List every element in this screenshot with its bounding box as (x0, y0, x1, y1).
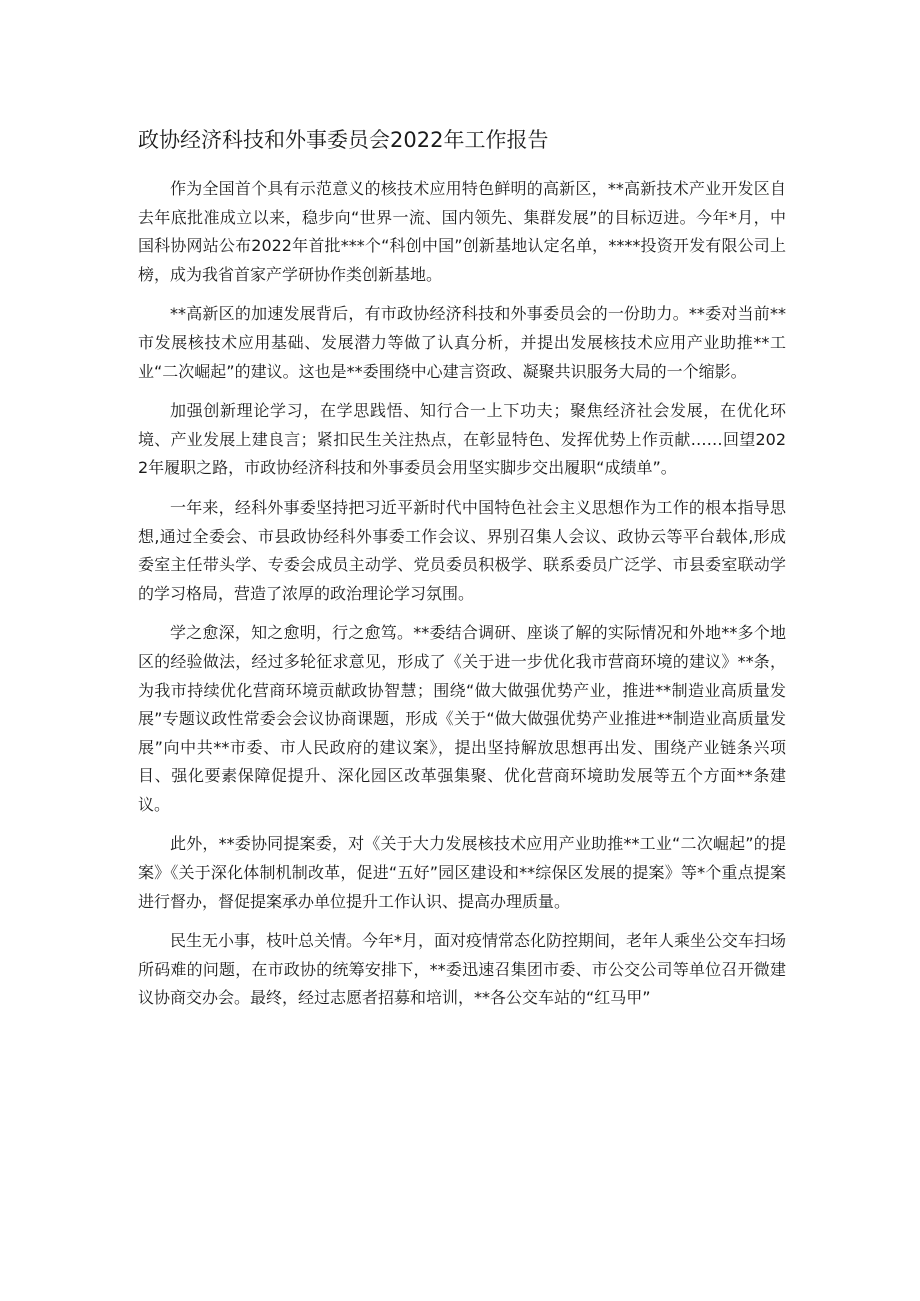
paragraph: 此外，**委协同提案委，对《关于大力发展核技术应用产业助推**工业“二次崛起”的提案》《关于深化体制机制改革，促进“五好”园区建设和**综保区发展的提案》等*个重点提案进行督办，督促提案承办单位提升工作认识、提高办理质量。 (138, 834, 786, 911)
paragraph: 民生无小事，枝叶总关情。今年*月，面对疫情常态化防控期间，老年人乘坐公交车扫场所码难的问题，在市政协的统筹安排下，**委迅速召集团市委、市公交公司等单位召开微建议协商交办会。最终，经过志愿者招募和培训，**各公交车站的“红马甲” (138, 931, 787, 1008)
paragraph: 学之愈深，知之愈明，行之愈笃。**委结合调研、座谈了解的实际情况和外地**多个地区的经验做法，经过多轮征求意见，形成了《关于进一步优化我市营商环境的建议》**条，为我市持续优化营商环境贡献政协智慧；围绕“做大做强优势产业，推进**制造业高质量发展”专题议政性常委会会议协商课题，形成《关于“做大做强优势产业推进**制造业高质量发展”向中共**市委、市人民政府的建议案》，提出坚持解放思想再出发、围绕产业链条兴项目、强化要素保障促提升、深化园区改革强集聚、优化营商环境助发展等五个方面**条建议。 (138, 623, 786, 814)
paragraph: **高新区的加速发展背后，有市政协经济科技和外事委员会的一份助力。**委对当前**市发展核技术应用基础、发展潜力等做了认真分析，并提出发展核技术应用产业助推**工业“二次崛起”的建议。这也是**委围绕中心建言资政、凝聚共识服务大局的一个缩影。 (138, 304, 786, 381)
paragraph: 作为全国首个具有示范意义的核技术应用特色鲜明的高新区，**高新技术产业开发区自去年底批准成立以来，稳步向“世界一流、国内领先、集群发展”的目标迈进。今年*月，中国科协网站公布2022年首批***个“科创中国”创新基地认定名单，****投资开发有限公司上榜，成为我省首家产学研协作类创新基地。 (138, 179, 786, 284)
paragraph: 一年来，经科外事委坚持把习近平新时代中国特色社会主义思想作为工作的根本指导思想,通过全委会、市县政协经科外事委工作会议、界别召集人会议、政协云等平台载体,形成委室主任带头学、专委会成员主动学、党员委员积极学、联系委员广泛学、市县委室联动学的学习格局，营造了浓厚的政治理论学习氛围。 (138, 497, 786, 603)
paragraph: 加强创新理论学习，在学思践悟、知行合一上下功夫；聚焦经济社会发展，在优化环境、产业发展上建良言；紧扣民生关注热点，在彰显特色、发挥优势上作贡献……回望2022年履职之路，市政协经济科技和外事委员会用坚实脚步交出履职“成绩单”。 (138, 401, 786, 478)
document-body (138, 175, 786, 1024)
document-title: 政协经济科技和外事委员会2022年工作报告 (138, 128, 549, 152)
